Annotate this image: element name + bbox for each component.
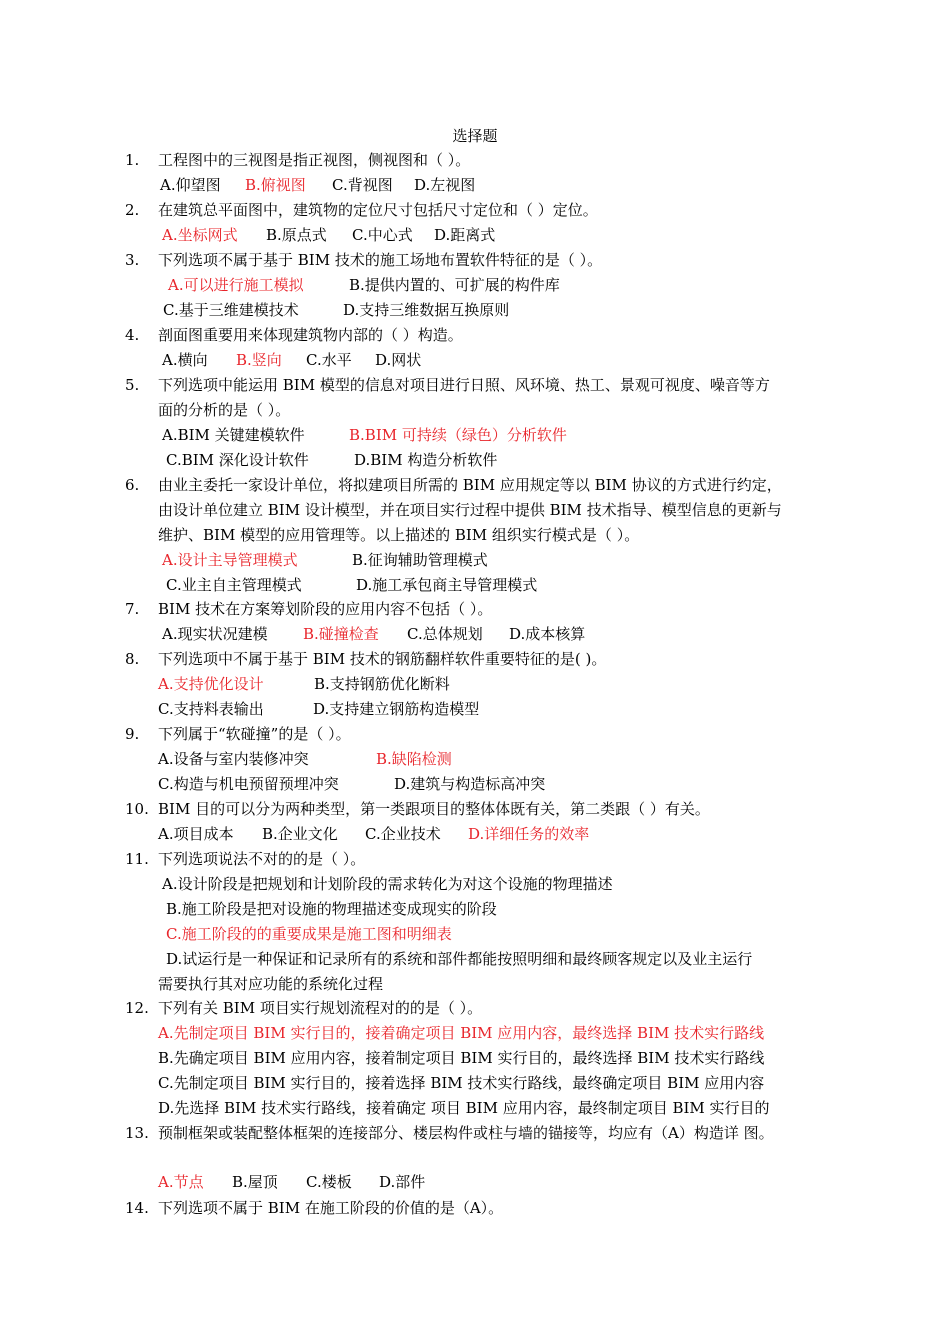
answer-option: C.总体规划	[407, 625, 483, 643]
answer-option: B.施工阶段是把对设施的物理描述变成现实的阶段	[166, 900, 497, 918]
answer-option-correct: A.节点	[158, 1173, 204, 1191]
answer-option: C.企业技术	[365, 825, 441, 843]
answer-option: 需要执行其对应功能的系统化过程	[158, 975, 384, 993]
question-text: 预制框架或装配整体框架的连接部分、楼层构件或柱与墙的锚接等，均应有（A）构造详 图。	[158, 1124, 774, 1142]
answer-option: D.支持建立钢筋构造模型	[313, 700, 480, 718]
answer-option: D.左视图	[414, 176, 476, 194]
answer-option: D.距离式	[434, 226, 496, 244]
question-number: 14.	[125, 1199, 149, 1217]
answer-option-correct: B.俯视图	[245, 176, 306, 194]
question-text: 下列选项中不属于基于 BIM 技术的钢筋翻样软件重要特征的是( )。	[158, 650, 607, 668]
answer-option: D.试运行是一种保证和记录所有的系统和部件都能按照明细和最终顾客规定以及业主运行	[166, 950, 753, 968]
answer-option: C.水平	[306, 351, 352, 369]
answer-option: D.部件	[379, 1173, 426, 1191]
question-text: 下列属于“软碰撞”的是（ ）。	[158, 725, 351, 743]
answer-option-correct: D.详细任务的效率	[468, 825, 590, 843]
answer-option: D.成本核算	[509, 625, 586, 643]
answer-option-correct: A.设计主导管理模式	[162, 551, 298, 569]
answer-option: B.企业文化	[262, 825, 338, 843]
question-text: 下列有关 BIM 项目实行规划流程对的的是（ ）。	[158, 999, 483, 1017]
question-text: 由业主委托一家设计单位，将拟建项目所需的 BIM 应用规定等以 BIM 协议的方式进行约定，	[158, 476, 782, 494]
question-number: 13.	[125, 1124, 149, 1142]
question-text: 下列选项中能运用 BIM 模型的信息对项目进行日照、风环境、热工、景观可视度、噪音等方	[158, 376, 770, 394]
question-number: 6.	[125, 476, 140, 494]
question-text: BIM 技术在方案筹划阶段的应用内容不包括（ ）。	[158, 600, 493, 618]
question-text: 下列选项不属于基于 BIM 技术的施工场地布置软件特征的是（ ）。	[158, 251, 603, 269]
question-number: 11.	[125, 850, 149, 868]
answer-option: A.项目成本	[158, 825, 234, 843]
answer-option: D.施工承包商主导管理模式	[356, 576, 538, 594]
answer-option: D.BIM 构造分析软件	[354, 451, 498, 469]
answer-option: A.BIM 关键建模软件	[162, 426, 305, 444]
answer-option-correct: C.施工阶段的的重要成果是施工图和明细表	[166, 925, 452, 943]
answer-option: C.楼板	[306, 1173, 352, 1191]
answer-option: B.原点式	[266, 226, 327, 244]
answer-option: C.业主自主管理模式	[166, 576, 302, 594]
answer-option-correct: B.缺陷检测	[376, 750, 452, 768]
question-number: 12.	[125, 999, 149, 1017]
answer-option-correct: B.竖向	[236, 351, 282, 369]
question-number: 3.	[125, 251, 140, 269]
answer-option: C.支持料表输出	[158, 700, 264, 718]
answer-option: C.先制定项目 BIM 实行目的，接着选择 BIM 技术实行路线，最终确定项目 BIM 应用内容	[158, 1074, 765, 1092]
answer-option: B.先确定项目 BIM 应用内容，接着制定项目 BIM 实行目的，最终选择 BIM 技术实行路线	[158, 1049, 765, 1067]
answer-option-correct: A.支持优化设计	[158, 675, 264, 693]
answer-option: A.设备与室内装修冲突	[158, 750, 309, 768]
answer-option: B.征询辅助管理模式	[352, 551, 488, 569]
answer-option: D.建筑与构造标高冲突	[394, 775, 546, 793]
answer-option: A.横向	[162, 351, 208, 369]
question-number: 4.	[125, 326, 140, 344]
question-text: 下列选项说法不对的的是（ ）。	[158, 850, 366, 868]
question-number: 7.	[125, 600, 140, 618]
question-text: 维护、BIM 模型的应用管理等。以上描述的 BIM 组织实行模式是（ ）。	[158, 526, 640, 544]
question-text: 在建筑总平面图中，建筑物的定位尺寸包括尺寸定位和（ ）定位。	[158, 201, 598, 219]
question-text: 面的分析的是（ ）。	[158, 401, 291, 419]
answer-option: C.基于三维建模技术	[163, 301, 299, 319]
answer-option: B.屋顶	[232, 1173, 278, 1191]
question-text: 剖面图重要用来体现建筑物内部的（ ）构造。	[158, 326, 463, 344]
question-number: 1.	[125, 151, 140, 169]
answer-option-correct: A.可以进行施工模拟	[168, 276, 304, 294]
answer-option: D.网状	[375, 351, 422, 369]
answer-option: C.构造与机电预留预埋冲突	[158, 775, 339, 793]
answer-option: D.先选择 BIM 技术实行路线，接着确定 项目 BIM 应用内容，最终制定项目 BIM 实行目的	[158, 1099, 770, 1117]
answer-option: B.支持钢筋优化断料	[314, 675, 450, 693]
question-number: 9.	[125, 725, 140, 743]
answer-option-correct: A.先制定项目 BIM 实行目的，接着确定项目 BIM 应用内容，最终选择 BIM 技术实行路线	[158, 1024, 765, 1042]
question-text: 由设计单位建立 BIM 设计模型，并在项目实行过程中提供 BIM 技术指导、模型信息的更新与	[158, 501, 782, 519]
question-text: 工程图中的三视图是指正视图，侧视图和（ ）。	[158, 151, 471, 169]
question-number: 5.	[125, 376, 140, 394]
answer-option: C.BIM 深化设计软件	[166, 451, 309, 469]
answer-option: A.现实状况建模	[162, 625, 268, 643]
answer-option: B.提供内置的、可扩展的构件库	[349, 276, 560, 294]
answer-option-correct: B.碰撞检查	[303, 625, 379, 643]
question-number: 2.	[125, 201, 140, 219]
question-number: 8.	[125, 650, 140, 668]
question-text: 下列选项不属于 BIM 在施工阶段的价值的是（A）。	[158, 1199, 504, 1217]
answer-option: D.支持三维数据互换原则	[343, 301, 510, 319]
question-number: 10.	[125, 800, 149, 818]
answer-option: C.背视图	[332, 176, 393, 194]
answer-option: A.设计阶段是把规划和计划阶段的需求转化为对这个设施的物理描述	[162, 875, 613, 893]
answer-option-correct: A.坐标网式	[162, 226, 238, 244]
page-title: 选择题	[452, 127, 498, 145]
answer-option: C.中心式	[352, 226, 413, 244]
question-text: BIM 目的可以分为两种类型，第一类跟项目的整体体既有关，第二类跟（ ）有关。	[158, 800, 710, 818]
answer-option-correct: B.BIM 可持续（绿色）分析软件	[349, 426, 567, 444]
answer-option: A.仰望图	[160, 176, 221, 194]
